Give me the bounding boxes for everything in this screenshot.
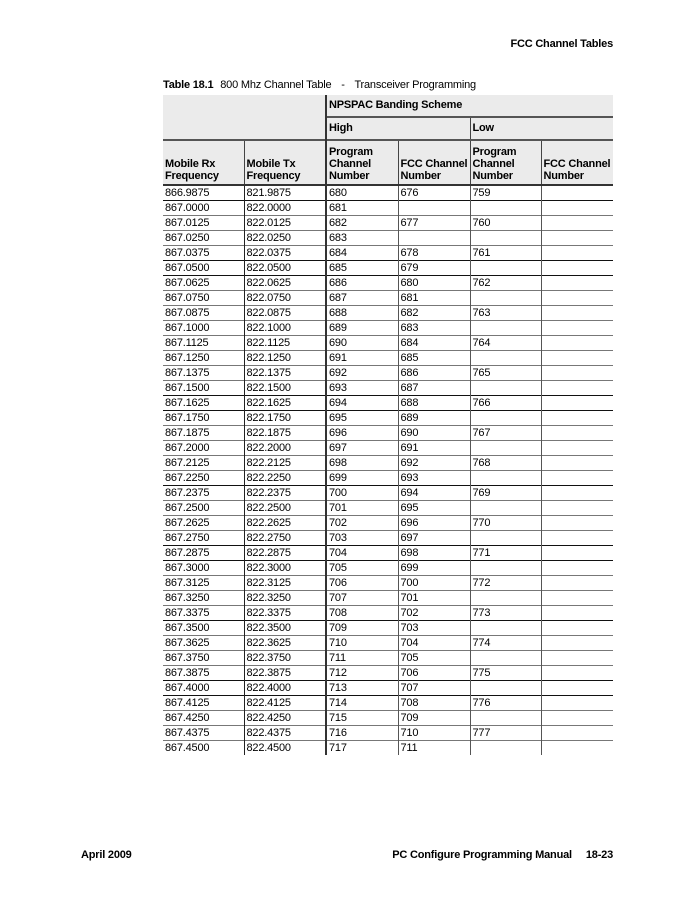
cell-mobile-tx-frequency: 822.2750 xyxy=(244,531,326,546)
table-row xyxy=(163,261,613,276)
cell-mobile-rx-frequency: 867.4125 xyxy=(163,696,244,711)
cell-low-fcc-channel xyxy=(541,711,613,726)
cell-high-fcc-channel: 701 xyxy=(398,591,470,606)
cell-high-program-channel: 702 xyxy=(326,516,398,531)
cell-mobile-rx-frequency: 867.1625 xyxy=(163,396,244,411)
cell-mobile-tx-frequency: 822.2375 xyxy=(244,486,326,501)
cell-high-fcc-channel: 698 xyxy=(398,546,470,561)
cell-high-fcc-channel: 684 xyxy=(398,336,470,351)
cell-mobile-rx-frequency: 867.4375 xyxy=(163,726,244,741)
cell-low-program-channel: 772 xyxy=(470,576,541,591)
cell-mobile-tx-frequency: 822.0500 xyxy=(244,261,326,276)
cell-high-fcc-channel: 690 xyxy=(398,426,470,441)
cell-mobile-rx-frequency: 866.9875 xyxy=(163,185,244,201)
table-row xyxy=(163,531,613,546)
cell-mobile-rx-frequency: 867.3375 xyxy=(163,606,244,621)
cell-high-fcc-channel: 678 xyxy=(398,246,470,261)
table-row xyxy=(163,561,613,576)
cell-high-fcc-channel: 676 xyxy=(398,185,470,201)
table-caption-label: Table 18.1 xyxy=(163,79,214,91)
table-row xyxy=(163,471,613,486)
table-row xyxy=(163,456,613,471)
cell-high-program-channel: 694 xyxy=(326,396,398,411)
cell-high-fcc-channel: 710 xyxy=(398,726,470,741)
cell-high-fcc-channel: 683 xyxy=(398,321,470,336)
cell-low-fcc-channel xyxy=(541,261,613,276)
cell-high-fcc-channel: 704 xyxy=(398,636,470,651)
cell-mobile-tx-frequency: 822.3625 xyxy=(244,636,326,651)
cell-mobile-rx-frequency: 867.4000 xyxy=(163,681,244,696)
cell-low-program-channel: 773 xyxy=(470,606,541,621)
cell-high-fcc-channel: 705 xyxy=(398,651,470,666)
cell-mobile-rx-frequency: 867.2375 xyxy=(163,486,244,501)
cell-mobile-rx-frequency: 867.2750 xyxy=(163,531,244,546)
cell-mobile-tx-frequency: 822.4375 xyxy=(244,726,326,741)
cell-high-fcc-channel: 711 xyxy=(398,741,470,756)
footer-page-number: 18-23 xyxy=(585,849,613,861)
cell-high-fcc-channel: 679 xyxy=(398,261,470,276)
table-caption-subtitle: Transceiver Programming xyxy=(354,79,476,91)
cell-high-fcc-channel: 699 xyxy=(398,561,470,576)
cell-high-program-channel: 707 xyxy=(326,591,398,606)
column-header-low-program-channel: Program Channel Number xyxy=(470,140,541,185)
cell-low-fcc-channel xyxy=(541,486,613,501)
table-row xyxy=(163,366,613,381)
cell-low-fcc-channel xyxy=(541,456,613,471)
table-row xyxy=(163,201,613,216)
table-row xyxy=(163,231,613,246)
cell-low-program-channel: 770 xyxy=(470,516,541,531)
cell-low-fcc-channel xyxy=(541,561,613,576)
cell-low-fcc-channel xyxy=(541,201,613,216)
cell-low-program-channel xyxy=(470,501,541,516)
cell-low-program-channel xyxy=(470,531,541,546)
cell-low-fcc-channel xyxy=(541,471,613,486)
cell-high-fcc-channel: 697 xyxy=(398,531,470,546)
cell-mobile-tx-frequency: 822.3125 xyxy=(244,576,326,591)
cell-mobile-rx-frequency: 867.1000 xyxy=(163,321,244,336)
cell-mobile-rx-frequency: 867.4500 xyxy=(163,741,244,756)
cell-high-program-channel: 712 xyxy=(326,666,398,681)
cell-mobile-tx-frequency: 822.3875 xyxy=(244,666,326,681)
cell-mobile-tx-frequency: 822.0875 xyxy=(244,306,326,321)
table-row xyxy=(163,651,613,666)
cell-high-fcc-channel: 696 xyxy=(398,516,470,531)
column-header-high-program-channel: Program Channel Number xyxy=(326,140,398,185)
cell-mobile-tx-frequency: 822.0750 xyxy=(244,291,326,306)
cell-low-fcc-channel xyxy=(541,591,613,606)
cell-high-program-channel: 687 xyxy=(326,291,398,306)
cell-low-fcc-channel xyxy=(541,516,613,531)
cell-mobile-rx-frequency: 867.3500 xyxy=(163,621,244,636)
header-high: High xyxy=(326,117,470,140)
cell-low-fcc-channel xyxy=(541,426,613,441)
cell-mobile-tx-frequency: 822.0000 xyxy=(244,201,326,216)
cell-mobile-tx-frequency: 822.1500 xyxy=(244,381,326,396)
header-blank-cell xyxy=(163,95,326,140)
cell-low-fcc-channel xyxy=(541,185,613,201)
cell-low-fcc-channel xyxy=(541,411,613,426)
cell-high-program-channel: 683 xyxy=(326,231,398,246)
cell-high-fcc-channel: 692 xyxy=(398,456,470,471)
cell-low-fcc-channel xyxy=(541,351,613,366)
cell-low-program-channel: 776 xyxy=(470,696,541,711)
table-row xyxy=(163,246,613,261)
cell-mobile-rx-frequency: 867.1250 xyxy=(163,351,244,366)
cell-mobile-rx-frequency: 867.2625 xyxy=(163,516,244,531)
cell-low-fcc-channel xyxy=(541,216,613,231)
cell-high-program-channel: 711 xyxy=(326,651,398,666)
cell-mobile-rx-frequency: 867.1750 xyxy=(163,411,244,426)
cell-mobile-tx-frequency: 822.0250 xyxy=(244,231,326,246)
cell-mobile-rx-frequency: 867.2125 xyxy=(163,456,244,471)
cell-low-fcc-channel xyxy=(541,576,613,591)
cell-low-program-channel: 762 xyxy=(470,276,541,291)
cell-low-program-channel xyxy=(470,471,541,486)
table-row xyxy=(163,711,613,726)
header-npspac-banding-scheme: NPSPAC Banding Scheme xyxy=(326,95,613,117)
cell-mobile-tx-frequency: 822.2500 xyxy=(244,501,326,516)
cell-mobile-tx-frequency: 822.2875 xyxy=(244,546,326,561)
column-header-low-fcc-channel: FCC Channel Number xyxy=(541,140,613,185)
cell-low-fcc-channel xyxy=(541,651,613,666)
table-row xyxy=(163,576,613,591)
cell-mobile-tx-frequency: 822.4250 xyxy=(244,711,326,726)
cell-low-program-channel xyxy=(470,561,541,576)
cell-mobile-tx-frequency: 822.1000 xyxy=(244,321,326,336)
cell-low-program-channel xyxy=(470,351,541,366)
cell-low-program-channel xyxy=(470,441,541,456)
cell-low-program-channel xyxy=(470,411,541,426)
cell-high-fcc-channel: 681 xyxy=(398,291,470,306)
cell-high-program-channel: 691 xyxy=(326,351,398,366)
cell-low-fcc-channel xyxy=(541,741,613,756)
cell-high-program-channel: 693 xyxy=(326,381,398,396)
cell-mobile-tx-frequency: 822.1375 xyxy=(244,366,326,381)
cell-low-fcc-channel xyxy=(541,546,613,561)
cell-low-fcc-channel xyxy=(541,636,613,651)
cell-high-program-channel: 689 xyxy=(326,321,398,336)
table-row xyxy=(163,426,613,441)
cell-low-program-channel xyxy=(470,231,541,246)
cell-low-program-channel: 768 xyxy=(470,456,541,471)
cell-low-fcc-channel xyxy=(541,696,613,711)
header-low: Low xyxy=(470,117,613,140)
cell-high-program-channel: 698 xyxy=(326,456,398,471)
cell-mobile-rx-frequency: 867.2500 xyxy=(163,501,244,516)
cell-mobile-rx-frequency: 867.2250 xyxy=(163,471,244,486)
table-row xyxy=(163,501,613,516)
cell-mobile-tx-frequency: 822.3500 xyxy=(244,621,326,636)
cell-mobile-tx-frequency: 822.3250 xyxy=(244,591,326,606)
cell-mobile-rx-frequency: 867.1375 xyxy=(163,366,244,381)
cell-mobile-tx-frequency: 822.1625 xyxy=(244,396,326,411)
table-row xyxy=(163,546,613,561)
column-header-high-fcc-channel: FCC Channel Number xyxy=(398,140,470,185)
cell-low-fcc-channel xyxy=(541,441,613,456)
cell-low-program-channel: 771 xyxy=(470,546,541,561)
cell-mobile-rx-frequency: 867.4250 xyxy=(163,711,244,726)
cell-high-fcc-channel: 695 xyxy=(398,501,470,516)
column-header-mobile-tx-frequency: Mobile Tx Frequency xyxy=(244,140,326,185)
cell-low-program-channel xyxy=(470,291,541,306)
cell-high-program-channel: 716 xyxy=(326,726,398,741)
cell-high-program-channel: 701 xyxy=(326,501,398,516)
cell-low-program-channel xyxy=(470,321,541,336)
cell-mobile-rx-frequency: 867.0000 xyxy=(163,201,244,216)
cell-low-fcc-channel xyxy=(541,606,613,621)
cell-high-program-channel: 682 xyxy=(326,216,398,231)
cell-low-program-channel: 764 xyxy=(470,336,541,351)
cell-low-program-channel xyxy=(470,681,541,696)
table-caption xyxy=(163,79,476,91)
running-header-title: FCC Channel Tables xyxy=(510,38,613,50)
table-body xyxy=(163,185,613,755)
cell-mobile-tx-frequency: 822.0375 xyxy=(244,246,326,261)
cell-mobile-rx-frequency: 867.0500 xyxy=(163,261,244,276)
cell-low-program-channel: 767 xyxy=(470,426,541,441)
cell-high-fcc-channel: 680 xyxy=(398,276,470,291)
column-header-mobile-rx-frequency: Mobile Rx Frequency xyxy=(163,140,244,185)
cell-high-fcc-channel: 706 xyxy=(398,666,470,681)
cell-high-program-channel: 681 xyxy=(326,201,398,216)
cell-high-program-channel: 695 xyxy=(326,411,398,426)
cell-high-fcc-channel: 677 xyxy=(398,216,470,231)
cell-mobile-rx-frequency: 867.0750 xyxy=(163,291,244,306)
cell-mobile-rx-frequency: 867.3000 xyxy=(163,561,244,576)
cell-mobile-tx-frequency: 822.3375 xyxy=(244,606,326,621)
table-row xyxy=(163,486,613,501)
cell-low-program-channel: 763 xyxy=(470,306,541,321)
table-row xyxy=(163,396,613,411)
cell-low-fcc-channel xyxy=(541,276,613,291)
table-caption-title: 800 Mhz Channel Table xyxy=(220,79,332,91)
table-row xyxy=(163,516,613,531)
cell-low-fcc-channel xyxy=(541,396,613,411)
cell-high-fcc-channel: 691 xyxy=(398,441,470,456)
cell-low-program-channel: 777 xyxy=(470,726,541,741)
cell-low-program-channel: 759 xyxy=(470,185,541,201)
table-row xyxy=(163,636,613,651)
table-row xyxy=(163,681,613,696)
cell-high-program-channel: 688 xyxy=(326,306,398,321)
cell-low-program-channel: 774 xyxy=(470,636,541,651)
cell-mobile-rx-frequency: 867.0250 xyxy=(163,231,244,246)
cell-low-program-channel xyxy=(470,261,541,276)
cell-mobile-rx-frequency: 867.0625 xyxy=(163,276,244,291)
cell-high-fcc-channel: 694 xyxy=(398,486,470,501)
cell-mobile-tx-frequency: 822.2125 xyxy=(244,456,326,471)
cell-high-program-channel: 696 xyxy=(326,426,398,441)
cell-mobile-rx-frequency: 867.0375 xyxy=(163,246,244,261)
cell-high-fcc-channel: 708 xyxy=(398,696,470,711)
table-row xyxy=(163,291,613,306)
cell-high-fcc-channel: 689 xyxy=(398,411,470,426)
cell-low-fcc-channel xyxy=(541,531,613,546)
table-row xyxy=(163,381,613,396)
table-row xyxy=(163,696,613,711)
table-row xyxy=(163,216,613,231)
cell-high-program-channel: 686 xyxy=(326,276,398,291)
cell-high-fcc-channel: 685 xyxy=(398,351,470,366)
cell-high-program-channel: 709 xyxy=(326,621,398,636)
cell-high-program-channel: 704 xyxy=(326,546,398,561)
cell-low-program-channel: 766 xyxy=(470,396,541,411)
cell-mobile-rx-frequency: 867.2875 xyxy=(163,546,244,561)
cell-high-program-channel: 684 xyxy=(326,246,398,261)
cell-high-fcc-channel: 688 xyxy=(398,396,470,411)
cell-low-fcc-channel xyxy=(541,501,613,516)
cell-low-fcc-channel xyxy=(541,306,613,321)
cell-high-program-channel: 710 xyxy=(326,636,398,651)
cell-low-program-channel: 775 xyxy=(470,666,541,681)
table-row xyxy=(163,591,613,606)
cell-mobile-tx-frequency: 822.2625 xyxy=(244,516,326,531)
cell-low-program-channel: 765 xyxy=(470,366,541,381)
table-row xyxy=(163,621,613,636)
table-row xyxy=(163,185,613,201)
cell-high-program-channel: 699 xyxy=(326,471,398,486)
cell-low-fcc-channel xyxy=(541,621,613,636)
cell-mobile-tx-frequency: 822.3750 xyxy=(244,651,326,666)
cell-mobile-tx-frequency: 821.9875 xyxy=(244,185,326,201)
cell-low-program-channel: 769 xyxy=(470,486,541,501)
cell-mobile-rx-frequency: 867.1125 xyxy=(163,336,244,351)
footer-manual-title: PC Configure Programming Manual xyxy=(392,849,572,861)
table-row xyxy=(163,336,613,351)
cell-mobile-tx-frequency: 822.0625 xyxy=(244,276,326,291)
cell-low-fcc-channel xyxy=(541,246,613,261)
cell-high-fcc-channel: 703 xyxy=(398,621,470,636)
cell-mobile-tx-frequency: 822.4125 xyxy=(244,696,326,711)
table-row xyxy=(163,666,613,681)
table-row xyxy=(163,351,613,366)
cell-mobile-rx-frequency: 867.2000 xyxy=(163,441,244,456)
cell-mobile-tx-frequency: 822.1125 xyxy=(244,336,326,351)
cell-high-fcc-channel: 702 xyxy=(398,606,470,621)
cell-low-program-channel xyxy=(470,711,541,726)
footer-date: April 2009 xyxy=(81,849,132,861)
cell-mobile-rx-frequency: 867.3625 xyxy=(163,636,244,651)
cell-low-program-channel xyxy=(470,741,541,756)
cell-high-fcc-channel: 687 xyxy=(398,381,470,396)
table-row xyxy=(163,441,613,456)
footer-right xyxy=(392,849,613,861)
cell-low-fcc-channel xyxy=(541,321,613,336)
cell-mobile-tx-frequency: 822.1875 xyxy=(244,426,326,441)
cell-high-fcc-channel xyxy=(398,201,470,216)
cell-low-program-channel xyxy=(470,201,541,216)
cell-high-fcc-channel xyxy=(398,231,470,246)
cell-high-program-channel: 690 xyxy=(326,336,398,351)
cell-mobile-tx-frequency: 822.2000 xyxy=(244,441,326,456)
table-row xyxy=(163,321,613,336)
cell-low-fcc-channel xyxy=(541,666,613,681)
cell-low-program-channel xyxy=(470,651,541,666)
cell-high-program-channel: 680 xyxy=(326,185,398,201)
cell-low-fcc-channel xyxy=(541,726,613,741)
table-row xyxy=(163,726,613,741)
cell-high-fcc-channel: 693 xyxy=(398,471,470,486)
cell-mobile-rx-frequency: 867.3750 xyxy=(163,651,244,666)
cell-high-program-channel: 700 xyxy=(326,486,398,501)
cell-low-fcc-channel xyxy=(541,681,613,696)
cell-mobile-rx-frequency: 867.0125 xyxy=(163,216,244,231)
cell-high-program-channel: 715 xyxy=(326,711,398,726)
cell-mobile-rx-frequency: 867.3875 xyxy=(163,666,244,681)
cell-mobile-rx-frequency: 867.3250 xyxy=(163,591,244,606)
cell-mobile-tx-frequency: 822.4000 xyxy=(244,681,326,696)
cell-high-program-channel: 706 xyxy=(326,576,398,591)
cell-mobile-tx-frequency: 822.4500 xyxy=(244,741,326,756)
cell-mobile-tx-frequency: 822.0125 xyxy=(244,216,326,231)
cell-low-fcc-channel xyxy=(541,336,613,351)
cell-high-program-channel: 685 xyxy=(326,261,398,276)
cell-low-program-channel xyxy=(470,381,541,396)
cell-low-program-channel xyxy=(470,591,541,606)
table-header xyxy=(163,95,613,185)
cell-mobile-rx-frequency: 867.1875 xyxy=(163,426,244,441)
cell-high-fcc-channel: 709 xyxy=(398,711,470,726)
cell-high-program-channel: 705 xyxy=(326,561,398,576)
cell-high-fcc-channel: 682 xyxy=(398,306,470,321)
cell-low-program-channel xyxy=(470,621,541,636)
cell-mobile-tx-frequency: 822.3000 xyxy=(244,561,326,576)
table-row xyxy=(163,606,613,621)
cell-high-fcc-channel: 707 xyxy=(398,681,470,696)
table-row xyxy=(163,306,613,321)
cell-high-program-channel: 714 xyxy=(326,696,398,711)
cell-mobile-rx-frequency: 867.0875 xyxy=(163,306,244,321)
cell-high-fcc-channel: 700 xyxy=(398,576,470,591)
cell-low-fcc-channel xyxy=(541,291,613,306)
cell-mobile-tx-frequency: 822.1750 xyxy=(244,411,326,426)
cell-low-fcc-channel xyxy=(541,381,613,396)
cell-high-fcc-channel: 686 xyxy=(398,366,470,381)
cell-low-fcc-channel xyxy=(541,366,613,381)
cell-low-program-channel: 760 xyxy=(470,216,541,231)
cell-high-program-channel: 713 xyxy=(326,681,398,696)
table-row xyxy=(163,411,613,426)
table-caption-separator: - xyxy=(341,79,345,91)
cell-high-program-channel: 717 xyxy=(326,741,398,756)
cell-high-program-channel: 703 xyxy=(326,531,398,546)
cell-mobile-rx-frequency: 867.1500 xyxy=(163,381,244,396)
cell-mobile-rx-frequency: 867.3125 xyxy=(163,576,244,591)
cell-low-program-channel: 761 xyxy=(470,246,541,261)
channel-table xyxy=(163,95,613,755)
cell-mobile-tx-frequency: 822.2250 xyxy=(244,471,326,486)
cell-high-program-channel: 697 xyxy=(326,441,398,456)
table-row xyxy=(163,741,613,756)
cell-low-fcc-channel xyxy=(541,231,613,246)
table-row xyxy=(163,276,613,291)
cell-mobile-tx-frequency: 822.1250 xyxy=(244,351,326,366)
cell-high-program-channel: 708 xyxy=(326,606,398,621)
cell-high-program-channel: 692 xyxy=(326,366,398,381)
